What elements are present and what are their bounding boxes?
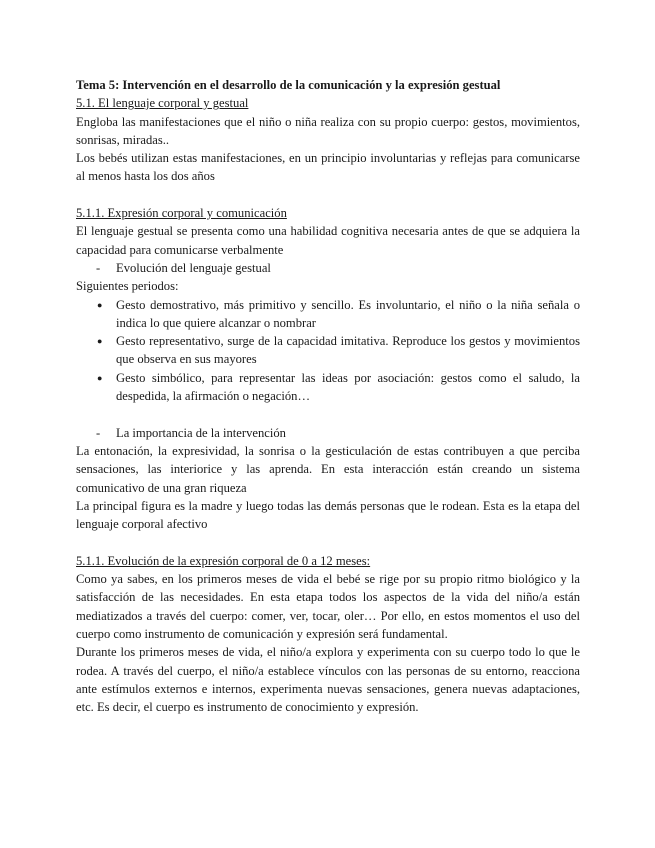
section-heading-5-1: 5.1. El lenguaje corporal y gestual — [76, 96, 249, 111]
bullet-item: ● Gesto demostrativo, más primitivo y sencillo. Es involuntario, el niño o la niña señala o indica lo que quiere alcanzar o nombrar — [76, 296, 580, 333]
paragraph: La entonación, la expresividad, la sonrisa o la gesticulación de estas contribuyen a que perciba sensaciones, las interiorice y las aprenda. En esta interacción están creando un sistema comunicativo de una gran riqueza — [76, 443, 580, 495]
section-heading-evolucion: 5.1.1. Evolución de la expresión corporal de 0 a 12 meses: — [76, 553, 371, 568]
dash-item: - La importancia de la intervención — [76, 424, 580, 442]
dash-list — [76, 259, 580, 277]
paragraph: Durante los primeros meses de vida, el niño/a explora y experimenta con su cuerpo todo lo que le rodea. A través del cuerpo, el niño/a establece vínculos con las personas de su entorno, reacciona ante estímulos externos e internos, experimenta nuevas sensaciones, genera nuevas adaptaciones, etc. Es decir, el cuerpo es instrumento de conocimiento y expresión. — [76, 645, 580, 715]
paragraph: El lenguaje gestual se presenta como una habilidad cognitiva necesaria antes de que se adquiera la capacidad para comunicarse verbalmente — [76, 224, 580, 257]
document-page — [76, 76, 580, 716]
paragraph: Los bebés utilizan estas manifestaciones, en un principio involuntarias y reflejas para comunicarse al menos hasta los dos años — [76, 151, 580, 184]
bullet-item: ● Gesto simbólico, para representar las ideas por asociación: gestos como el saludo, la despedida, la afirmación o negación… — [76, 369, 580, 406]
spacer — [76, 186, 580, 204]
dash-item: - Evolución del lenguaje gestual — [76, 259, 580, 277]
paragraph: La principal figura es la madre y luego todas las demás personas que le rodean. Esta es la etapa del lenguaje corporal afectivo — [76, 498, 580, 532]
bullet-list — [76, 296, 580, 406]
paragraph: Siguientes periodos: — [76, 279, 179, 294]
paragraph: Como ya sabes, en los primeros meses de vida el bebé se rige por su propio ritmo biológico y la satisfacción de las necesidades. En esta etapa todos los aspectos de la vida del niño/a están mediatizados a través del cuerpo: comer, ver, tocar, oler… Por ello, en estos momentos el uso del cuerpo como instrumento de comunicación y expresión será fundamental. — [76, 572, 580, 641]
dash-list — [76, 424, 580, 442]
spacer — [76, 405, 580, 423]
spacer — [76, 533, 580, 551]
bullet-item: ● Gesto representativo, surge de la capacidad imitativa. Reproduce los gestos y movimientos que observa en sus mayores — [76, 332, 580, 369]
document-title: Tema 5: Intervención en el desarrollo de la comunicación y la expresión gestual — [76, 78, 501, 92]
section-heading-5-1-1: 5.1.1. Expresión corporal y comunicación — [76, 206, 287, 221]
paragraph: Engloba las manifestaciones que el niño o niña realiza con su propio cuerpo: gestos, movimientos, sonrisas, miradas.. — [76, 114, 580, 147]
